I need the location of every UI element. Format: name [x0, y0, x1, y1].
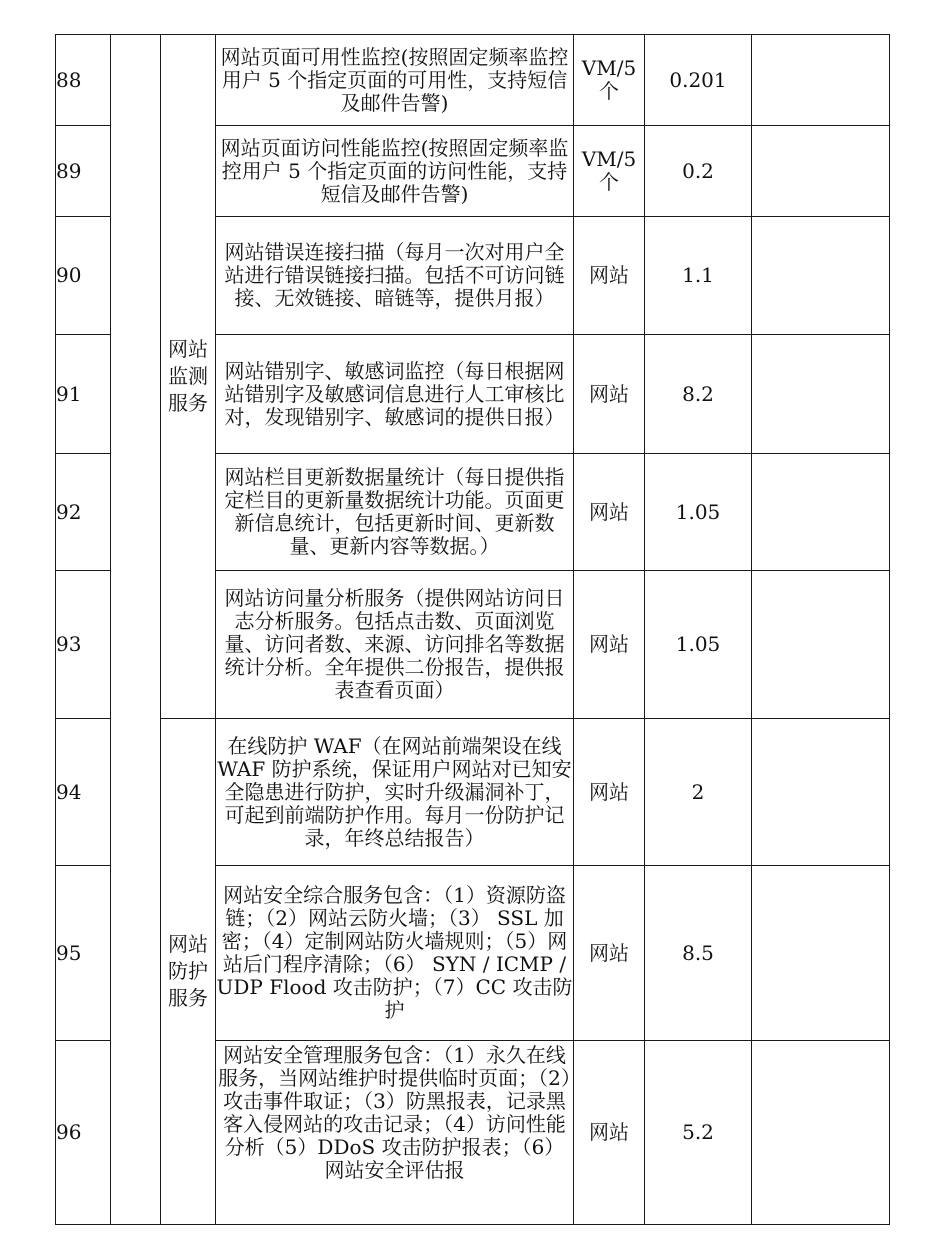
item-unit: 网站	[574, 335, 645, 454]
item-description: 在线防护 WAF（在网站前端架设在线 WAF 防护系统，保证用户网站对已知安全隐患进行防护，实时升级漏洞补丁，可起到前端防护作用。每月一份防护记录，年终总结报告）	[216, 719, 574, 866]
row-number: 96	[56, 1041, 111, 1225]
item-description: 网站错误连接扫描（每月一次对用户全站进行错误链接扫描。包括不可访问链接、无效链接、暗链等，提供月报）	[216, 217, 574, 335]
blank-cell	[752, 335, 890, 454]
row-number: 90	[56, 217, 111, 335]
item-unit: 网站	[574, 454, 645, 571]
blank-cell	[752, 719, 890, 866]
item-description: 网站安全综合服务包含：（1）资源防盗链；（2）网站云防火墙；（3） SSL 加密；（4）定制网站防火墙规则；（5）网站后门程序清除；（6） SYN / ICMP / UDP Flood 攻击防护；（7）CC 攻击防护	[216, 866, 574, 1041]
item-description: 网站访问量分析服务（提供网站访问日志分析服务。包括点击数、页面浏览量、访问者数、来源、访问排名等数据统计分析。全年提供二份报告，提供报表查看页面）	[216, 571, 574, 719]
category-label: 网站监测服务	[168, 337, 208, 415]
item-description: 网站页面可用性监控(按照固定频率监控用户 5 个指定页面的可用性，支持短信及邮件告警)	[216, 35, 574, 126]
row-number: 94	[56, 719, 111, 866]
item-unit: 网站	[574, 217, 645, 335]
item-unit: 网站	[574, 1041, 645, 1225]
category-level1-cell	[111, 35, 161, 1225]
item-price: 8.5	[645, 866, 752, 1041]
blank-cell	[752, 571, 890, 719]
item-price: 5.2	[645, 1041, 752, 1225]
blank-cell	[752, 126, 890, 217]
blank-cell	[752, 454, 890, 571]
row-number: 89	[56, 126, 111, 217]
item-unit: VM/5个	[574, 126, 645, 217]
item-description: 网站安全管理服务包含：（1）永久在线服务，当网站维护时提供临时页面；（2）攻击事件取证；（3）防黑报表，记录黑客入侵网站的攻击记录；（4）访问性能分析（5）DDoS 攻击防护报表；（6）网站安全评估报	[218, 1043, 571, 1182]
blank-cell	[752, 1041, 890, 1225]
row-number: 95	[56, 866, 111, 1041]
row-number: 92	[56, 454, 111, 571]
item-price: 1.1	[645, 217, 752, 335]
category-label: 网站防护服务	[168, 932, 208, 1010]
item-unit: VM/5个	[574, 35, 645, 126]
row-number: 88	[56, 35, 111, 126]
category-cell-protection	[161, 719, 216, 1225]
table-row	[56, 719, 890, 866]
category-cell-monitoring	[161, 35, 216, 719]
table-row	[56, 35, 890, 126]
item-unit: 网站	[574, 571, 645, 719]
price-table	[55, 34, 890, 1225]
item-price: 8.2	[645, 335, 752, 454]
item-price: 0.2	[645, 126, 752, 217]
row-number: 93	[56, 571, 111, 719]
item-description-cell	[216, 1041, 574, 1225]
blank-cell	[752, 217, 890, 335]
item-price: 1.05	[645, 454, 752, 571]
item-description: 网站页面访问性能监控(按照固定频率监控用户 5 个指定页面的访问性能，支持短信及邮件告警)	[216, 126, 574, 217]
item-description: 网站栏目更新数据量统计（每日提供指定栏目的更新量数据统计功能。页面更新信息统计，包括更新时间、更新数量、更新内容等数据。）	[216, 454, 574, 571]
item-unit: 网站	[574, 719, 645, 866]
item-description: 网站错别字、敏感词监控（每日根据网站错别字及敏感词信息进行人工审核比对，发现错别字、敏感词的提供日报）	[216, 335, 574, 454]
row-number: 91	[56, 335, 111, 454]
item-price: 2	[645, 719, 752, 866]
item-price: 0.201	[645, 35, 752, 126]
blank-cell	[752, 866, 890, 1041]
item-unit: 网站	[574, 866, 645, 1041]
blank-cell	[752, 35, 890, 126]
item-price: 1.05	[645, 571, 752, 719]
